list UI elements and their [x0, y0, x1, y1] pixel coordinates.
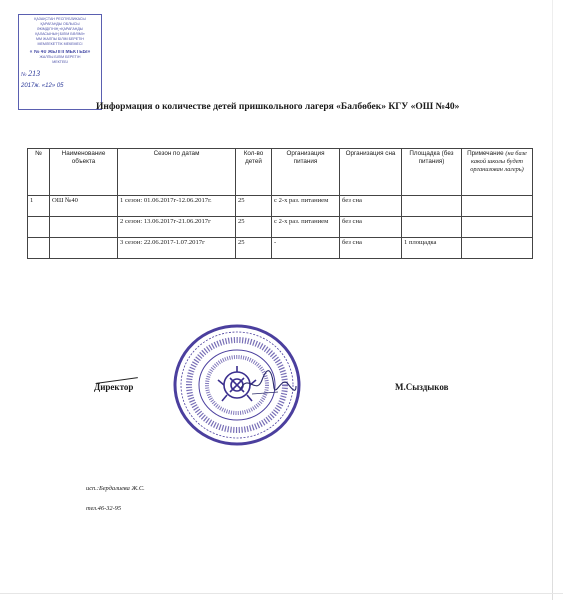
executor-note: исп.:Бердалиева Ж.С.: [86, 485, 145, 492]
scan-edge: [0, 593, 563, 594]
stamp-number-prefix: №: [21, 72, 27, 78]
cell-food: с 2-х раз. питанием: [272, 196, 340, 217]
cell-sleep: без сна: [340, 196, 402, 217]
cell-note: [462, 238, 533, 259]
stamp-number: [21, 71, 99, 78]
cell-count: 25: [236, 238, 272, 259]
note-header-label: Примечание: [467, 150, 504, 157]
cell-count: 25: [236, 217, 272, 238]
stamp-line: МЕМЛЕКЕТТІК МЕКЕМЕСІ: [37, 42, 83, 46]
cell-object: ОШ №40: [50, 196, 118, 217]
col-header-food: Организация питания: [272, 149, 340, 196]
cell-count: 25: [236, 196, 272, 217]
stamp-number-value: 213: [28, 69, 41, 78]
stamp-date: 2017ж. «12» 05: [21, 83, 64, 89]
stamp-line: ҚАЗАҚСТАН РЕСПУБЛИКАСЫ: [34, 17, 86, 21]
stamp-line: ҚАРАҒАНДЫ ОБЛЫСЫ: [40, 22, 80, 26]
cell-area: [402, 217, 462, 238]
director-name: М.Сыздыков: [395, 382, 449, 392]
cell-season: 2 сезон: 13.06.2017г-21.06.2017г: [118, 217, 236, 238]
cell-season: 3 сезон: 22.06.2017-1.07.2017г: [118, 238, 236, 259]
stamp-line: ҚАЛАСЫНЫҢ БІЛІМ БӨЛІМІ»: [35, 32, 85, 36]
col-header-object: Наименование объекта: [50, 149, 118, 196]
cell-area: 1 площадка: [402, 238, 462, 259]
table-header-row: [28, 149, 533, 196]
stamp-line: МЕКТЕБІ: [52, 60, 68, 64]
stamp-line: ММ ЖАЛПЫ БІЛІМ БЕРЕТІН: [36, 37, 84, 41]
stamp-line: ӘКІМДІГІНІҢ «ҚАРАҒАНДЫ: [37, 27, 83, 31]
director-label: Директор: [94, 382, 134, 392]
cell-sleep: без сна: [340, 217, 402, 238]
col-header-sleep: Организация сна: [340, 149, 402, 196]
table-row: [28, 196, 533, 217]
cell-note: [462, 217, 533, 238]
scan-edge: [552, 0, 553, 600]
col-header-num: №: [28, 149, 50, 196]
camp-info-table: [27, 148, 533, 259]
col-header-season: Сезон по датам: [118, 149, 236, 196]
note-header-hint: (на базе какой школы будет организован лагерь): [470, 150, 527, 173]
table-row: [28, 238, 533, 259]
col-header-area: Площадка (без питания): [402, 149, 462, 196]
cell-num: [28, 238, 50, 259]
cell-sleep: без сна: [340, 238, 402, 259]
col-header-count: Кол-во детей: [236, 149, 272, 196]
col-header-note: [462, 149, 533, 196]
document-title: Информация о количестве детей пришкольного лагеря «Балбөбек» КГУ «ОШ №40»: [96, 102, 460, 112]
cell-num: 1: [28, 196, 50, 217]
cell-num: [28, 217, 50, 238]
handwritten-signature: [238, 366, 298, 402]
cell-area: [402, 196, 462, 217]
table-row: [28, 217, 533, 238]
stamp-school-name: « № 40 ЖЕЛПІ МЕКТЕБІ»: [29, 50, 91, 55]
registration-stamp: [18, 14, 102, 110]
phone-note: тел.46-32-95: [86, 505, 122, 512]
cell-note: [462, 196, 533, 217]
cell-object: [50, 238, 118, 259]
cell-food: -: [272, 238, 340, 259]
stamp-line: ЖАЛПЫ БІЛІМ БЕРЕТІН: [39, 55, 81, 59]
cell-season: 1 сезон: 01.06.2017г-12.06.2017г.: [118, 196, 236, 217]
cell-food: с 2-х раз. питанием: [272, 217, 340, 238]
cell-object: [50, 217, 118, 238]
